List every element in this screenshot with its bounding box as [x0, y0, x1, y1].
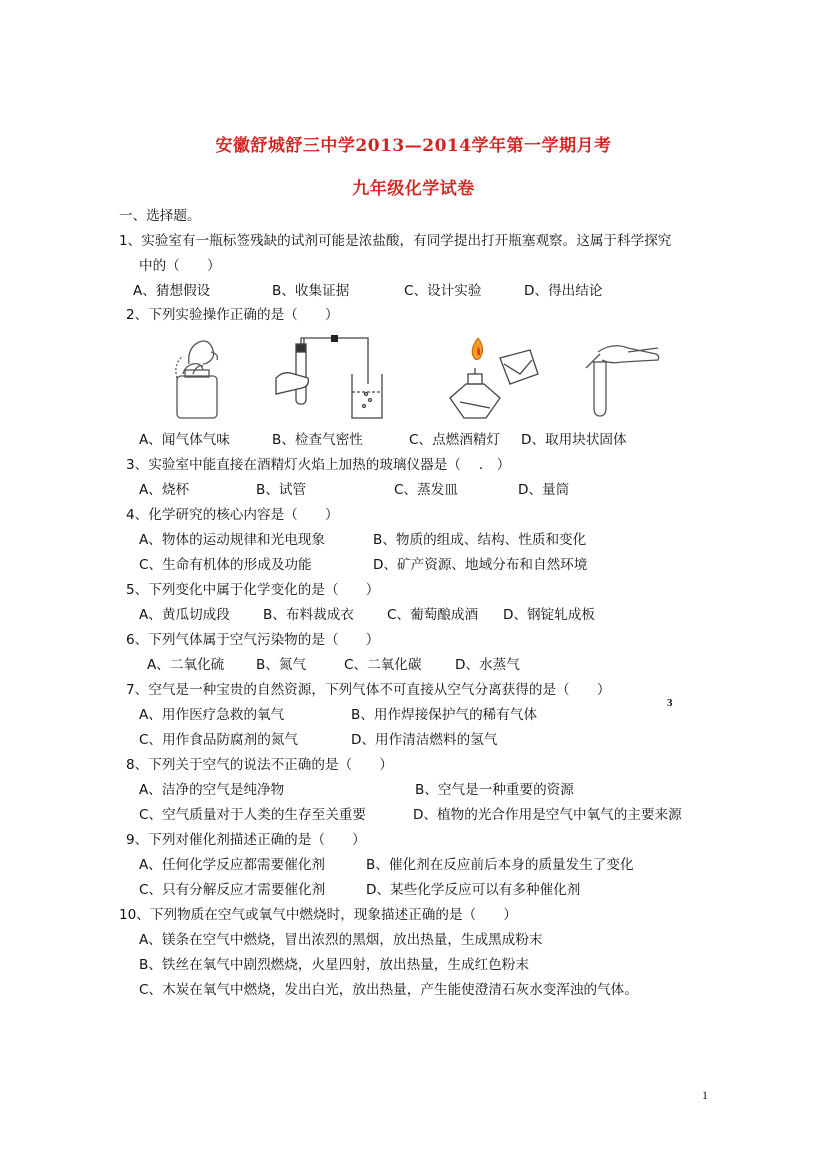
question-1-option-d: D、得出结论 — [524, 283, 603, 299]
question-2-option-c: C、点燃酒精灯 — [409, 432, 501, 448]
question-1-option-b: B、收集证据 — [272, 283, 350, 299]
smell-gas-figure — [163, 334, 238, 424]
section-heading: 一、选择题。 — [119, 208, 201, 224]
question-3-option-a: A、烧杯 — [139, 482, 190, 498]
question-6-option-a: A、二氧化硫 — [147, 657, 225, 673]
question-2-option-d: D、取用块状固体 — [521, 432, 627, 448]
question-9-option-b: B、催化剂在反应前后本身的质量发生了变化 — [366, 857, 634, 873]
question-6-option-b: B、氮气 — [256, 657, 307, 673]
question-1-option-c: C、设计实验 — [404, 283, 482, 299]
question-3-option-b: B、试管 — [256, 482, 307, 498]
question-8-stem: 8、下列关于空气的说法不正确的是（ ） — [126, 757, 393, 773]
question-2-stem: 2、下列实验操作正确的是（ ） — [126, 307, 339, 323]
question-4-option-b: B、物质的组成、结构、性质和变化 — [373, 532, 587, 548]
question-6-stem: 6、下列气体属于空气污染物的是（ ） — [126, 632, 380, 648]
question-8-option-b: B、空气是一种重要的资源 — [415, 782, 574, 798]
question-6-option-d: D、水蒸气 — [455, 657, 520, 673]
question-4-option-a: A、物体的运动规律和光电现象 — [139, 532, 326, 548]
question-7-stem: 7、空气是一种宝贵的自然资源，下列气体不可直接从空气分离获得的是（ ） — [126, 682, 611, 698]
question-10-option-a: A、镁条在空气中燃烧，冒出浓烈的黑烟，放出热量，生成黑成粉末 — [139, 932, 543, 948]
question-5-option-d: D、钢锭轧成板 — [503, 607, 596, 623]
stray-mark: 3 — [667, 697, 673, 709]
question-3-option-c: C、蒸发皿 — [394, 482, 458, 498]
question-10-option-b: B、铁丝在氧气中剧烈燃烧，火星四射，放出热量，生成红色粉末 — [139, 957, 529, 973]
question-10-stem: 10、下列物质在空气或氧气中燃烧时，现象描述正确的是（ ） — [119, 907, 517, 923]
question-1-stem-cont: 中的（ ） — [139, 258, 221, 274]
question-7-option-b: B、用作焊接保护气的稀有气体 — [351, 707, 538, 723]
question-9-stem: 9、下列对催化剂描述正确的是（ ） — [126, 832, 366, 848]
question-8-option-a: A、洁净的空气是纯净物 — [139, 782, 285, 798]
question-8-option-c: C、空气质量对于人类的生存至关重要 — [139, 807, 366, 823]
exam-subject-title: 九年级化学试卷 — [352, 179, 475, 199]
question-5-stem: 5、下列变化中属于化学变化的是（ ） — [126, 582, 380, 598]
question-9-option-c: C、只有分解反应才需要催化剂 — [139, 882, 326, 898]
question-7-option-d: D、用作清洁燃料的氢气 — [351, 732, 498, 748]
question-2-option-b: B、检查气密性 — [272, 432, 363, 448]
question-9-option-d: D、某些化学反应可以有多种催化剂 — [366, 882, 581, 898]
question-10-option-c: C、木炭在氧气中燃烧，发出白光，放出热量，产生能使澄清石灰水变浑浊的气体。 — [139, 982, 638, 998]
question-5-option-b: B、布料裁成衣 — [263, 607, 354, 623]
question-5-option-c: C、葡萄酿成酒 — [387, 607, 479, 623]
question-9-option-a: A、任何化学反应都需要催化剂 — [139, 857, 326, 873]
question-6-option-c: C、二氧化碳 — [344, 657, 422, 673]
question-3-stem: 3、实验室中能直接在酒精灯火焰上加热的玻璃仪器是（ . ） — [126, 457, 511, 473]
take-solid-figure — [582, 334, 664, 424]
question-4-option-d: D、矿产资源、地域分布和自然环境 — [373, 557, 588, 573]
question-3-option-d: D、量筒 — [518, 482, 570, 498]
question-7-option-a: A、用作医疗急救的氧气 — [139, 707, 285, 723]
question-4-stem: 4、化学研究的核心内容是（ ） — [126, 507, 339, 523]
page-number: 1 — [702, 1088, 708, 1102]
question-2-option-a: A、闻气体气味 — [139, 432, 230, 448]
question-5-option-a: A、黄瓜切成段 — [139, 607, 230, 623]
question-7-option-c: C、用作食品防腐剂的氮气 — [139, 732, 299, 748]
question-1-option-a: A、猜想假设 — [133, 283, 211, 299]
question-1-stem: 1、实验室有一瓶标签残缺的试剂可能是浓盐酸，有同学提出打开瓶塞观察。这属于科学探究 — [119, 233, 672, 249]
light-alcohol-lamp-figure — [440, 334, 542, 424]
exam-school-title: 安徽舒城舒三中学2013—2014学年第一学期月考 — [215, 136, 612, 156]
airtightness-check-figure — [266, 334, 384, 424]
question-4-option-c: C、生命有机体的形成及功能 — [139, 557, 312, 573]
question-8-option-d: D、植物的光合作用是空气中氧气的主要来源 — [413, 807, 682, 823]
